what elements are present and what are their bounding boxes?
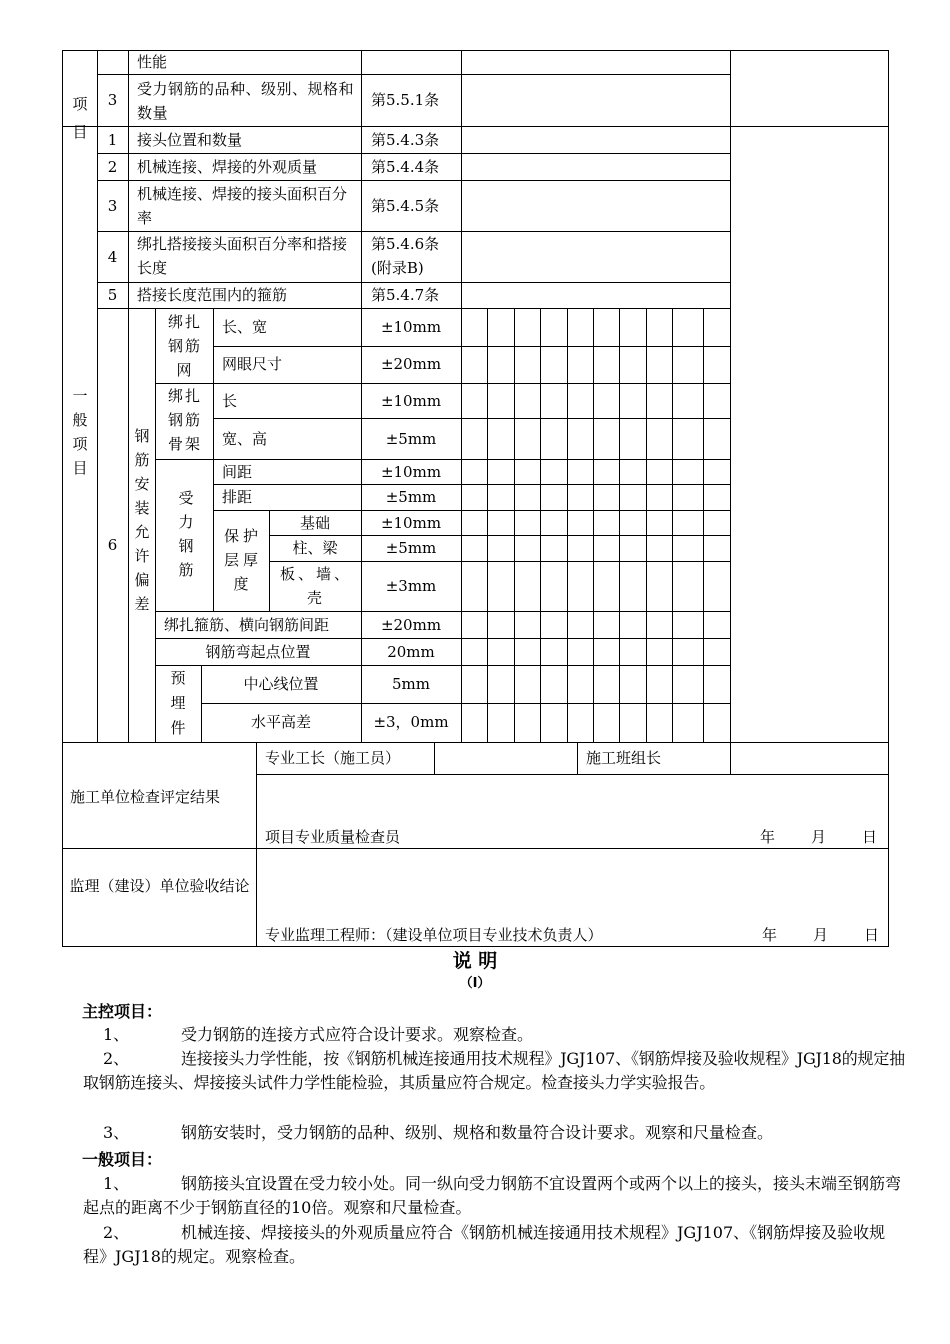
- mesh-item: 网眼尺寸: [222, 355, 283, 373]
- general-row-no: 3: [107, 197, 118, 215]
- cover-label: 保护层厚度: [223, 527, 262, 593]
- stirrup-tol: ±20mm: [380, 616, 442, 634]
- cover-tol: ±10mm: [380, 514, 442, 532]
- general-heading: 一般项目：: [82, 1150, 163, 1169]
- date-day: 日: [864, 926, 880, 944]
- date-month: 月: [811, 828, 827, 846]
- team-leader-label: 施工班组长: [586, 749, 662, 767]
- cover-item: 基础: [299, 514, 330, 532]
- note-text: 钢筋接头宜设置在受力较小处。同一纵向受力钢筋不宜设置两个或两个以上的接头，接头末端至钢筋弯起点的距离不少于钢筋直径的10倍。观察和尺量检查。: [83, 1174, 902, 1217]
- general-row-no: 4: [107, 248, 118, 266]
- date-day: 日: [862, 828, 878, 846]
- cover-tol: ±3mm: [385, 577, 437, 595]
- main-row-clause: 第5.5.1条: [371, 91, 440, 109]
- note-text: 钢筋安装时，受力钢筋的品种、级别、规格和数量符合设计要求。观察和尺量检查。: [181, 1123, 774, 1142]
- skeleton-item: 长: [222, 392, 238, 410]
- skeleton-tol: ±5mm: [385, 430, 437, 448]
- general-row-clause: 第5.4.4条: [371, 158, 440, 176]
- general-label-text: 一 般 项 目: [72, 387, 88, 477]
- main-row-item: 受力钢筋的品种、级别、规格和数量: [137, 80, 355, 122]
- note-no: 1、: [103, 1174, 130, 1193]
- note-paragraph: [103, 1023, 903, 1047]
- mesh-tol: ±20mm: [380, 355, 442, 373]
- general-row-clause: 第5.4.3条: [371, 131, 440, 149]
- main-row-item: 性能: [137, 53, 168, 71]
- note-text: 受力钢筋的连接方式应符合设计要求。观察检查。: [181, 1025, 534, 1044]
- embed-label: 预埋件: [170, 669, 186, 737]
- main-row-no: 3: [107, 91, 118, 109]
- main-heading: 主控项目：: [82, 1002, 163, 1021]
- skeleton-label: 绑扎钢筋骨架: [167, 387, 202, 453]
- general-row-item: 机械连接、焊接的接头面积百分率: [137, 185, 348, 227]
- mesh-item: 长、宽: [222, 318, 268, 336]
- quality-inspector-label: 项目专业质量检查员: [265, 828, 401, 846]
- notes-subtitle: （I）: [459, 976, 491, 991]
- general-row-item: 绑扎搭接接头面积百分率和搭接长度: [137, 235, 348, 277]
- construction-result-label: 施工单位检查评定结果: [70, 788, 221, 806]
- general-row-clause: 第5.4.6条(附录B): [371, 235, 440, 277]
- note-no: 2、: [103, 1049, 130, 1068]
- general-row-clause: 第5.4.5条: [371, 197, 440, 215]
- bend-item: 钢筋弯起点位置: [205, 643, 311, 661]
- general-row-no: 2: [107, 158, 118, 176]
- date-month: 月: [813, 926, 829, 944]
- foreman-label: 专业工长（施工员）: [265, 749, 401, 767]
- general-label: [66, 384, 94, 480]
- bend-tol: 20mm: [387, 643, 435, 661]
- rebar-tol: ±5mm: [385, 488, 437, 506]
- date-year: 年: [760, 828, 776, 846]
- stirrup-item: 绑扎箍筋、横向钢筋间距: [164, 616, 330, 634]
- note-no: 2、: [103, 1223, 130, 1242]
- embed-item: 水平高差: [250, 713, 311, 731]
- note-text: 机械连接、焊接接头的外观质量应符合《钢筋机械连接通用技术规程》JGJ107、《钢筋焊接及验收规程》JGJ18的规定。观察检查。: [83, 1223, 886, 1266]
- rebar-item: 间距: [222, 463, 253, 481]
- note-paragraph: [83, 1221, 909, 1269]
- embed-item: 中心线位置: [243, 675, 319, 693]
- note-paragraph: [103, 1121, 903, 1145]
- mesh-tol: ±10mm: [380, 318, 442, 336]
- general-row-item: 机械连接、焊接的外观质量: [137, 158, 318, 176]
- cover-item: 柱、梁: [292, 539, 338, 557]
- general-row-item: 搭接长度范围内的箍筋: [137, 286, 288, 304]
- note-no: 3、: [103, 1123, 130, 1142]
- general-row-item: 接头位置和数量: [137, 131, 243, 149]
- embed-tol: ±3，0mm: [373, 713, 449, 731]
- note-no: 1、: [103, 1025, 130, 1044]
- notes-title: 说 明: [452, 950, 498, 972]
- general-row-clause: 第5.4.7条: [371, 286, 440, 304]
- skeleton-tol: ±10mm: [380, 392, 442, 410]
- cover-tol: ±5mm: [385, 539, 437, 557]
- date-year: 年: [762, 926, 778, 944]
- main-control-label-text: 项 目: [72, 95, 88, 141]
- supervisor-label: 专业监理工程师：（建设单位项目专业技术负责人）: [265, 926, 603, 944]
- embed-tol: 5mm: [392, 675, 430, 693]
- rebar-label: 受力钢筋: [178, 489, 194, 579]
- rebar-tol: ±10mm: [380, 463, 442, 481]
- note-paragraph: [83, 1172, 909, 1220]
- note-paragraph: [83, 1047, 909, 1095]
- general-row-no: 6: [107, 536, 118, 554]
- note-text: 连接接头力学性能，按《钢筋机械连接通用技术规程》JGJ107、《钢筋焊接及验收规程》JGJ18的规定抽取钢筋连接头、焊接接头试件力学性能检验，其质量应符合规定。检查接头力学实验报告。: [83, 1049, 905, 1092]
- general-row-no: 1: [107, 131, 118, 149]
- skeleton-item: 宽、高: [222, 430, 268, 448]
- main-control-label: [66, 90, 94, 146]
- rebar-item: 排距: [222, 488, 253, 506]
- mesh-label: 绑扎钢筋网: [167, 313, 202, 379]
- cover-item: 板、墙、壳: [279, 565, 352, 607]
- supervision-result-label: 监理（建设）单位验收结论: [69, 877, 250, 895]
- row6-category: 钢筋安装允许偏差: [134, 427, 150, 613]
- general-row-no: 5: [107, 286, 118, 304]
